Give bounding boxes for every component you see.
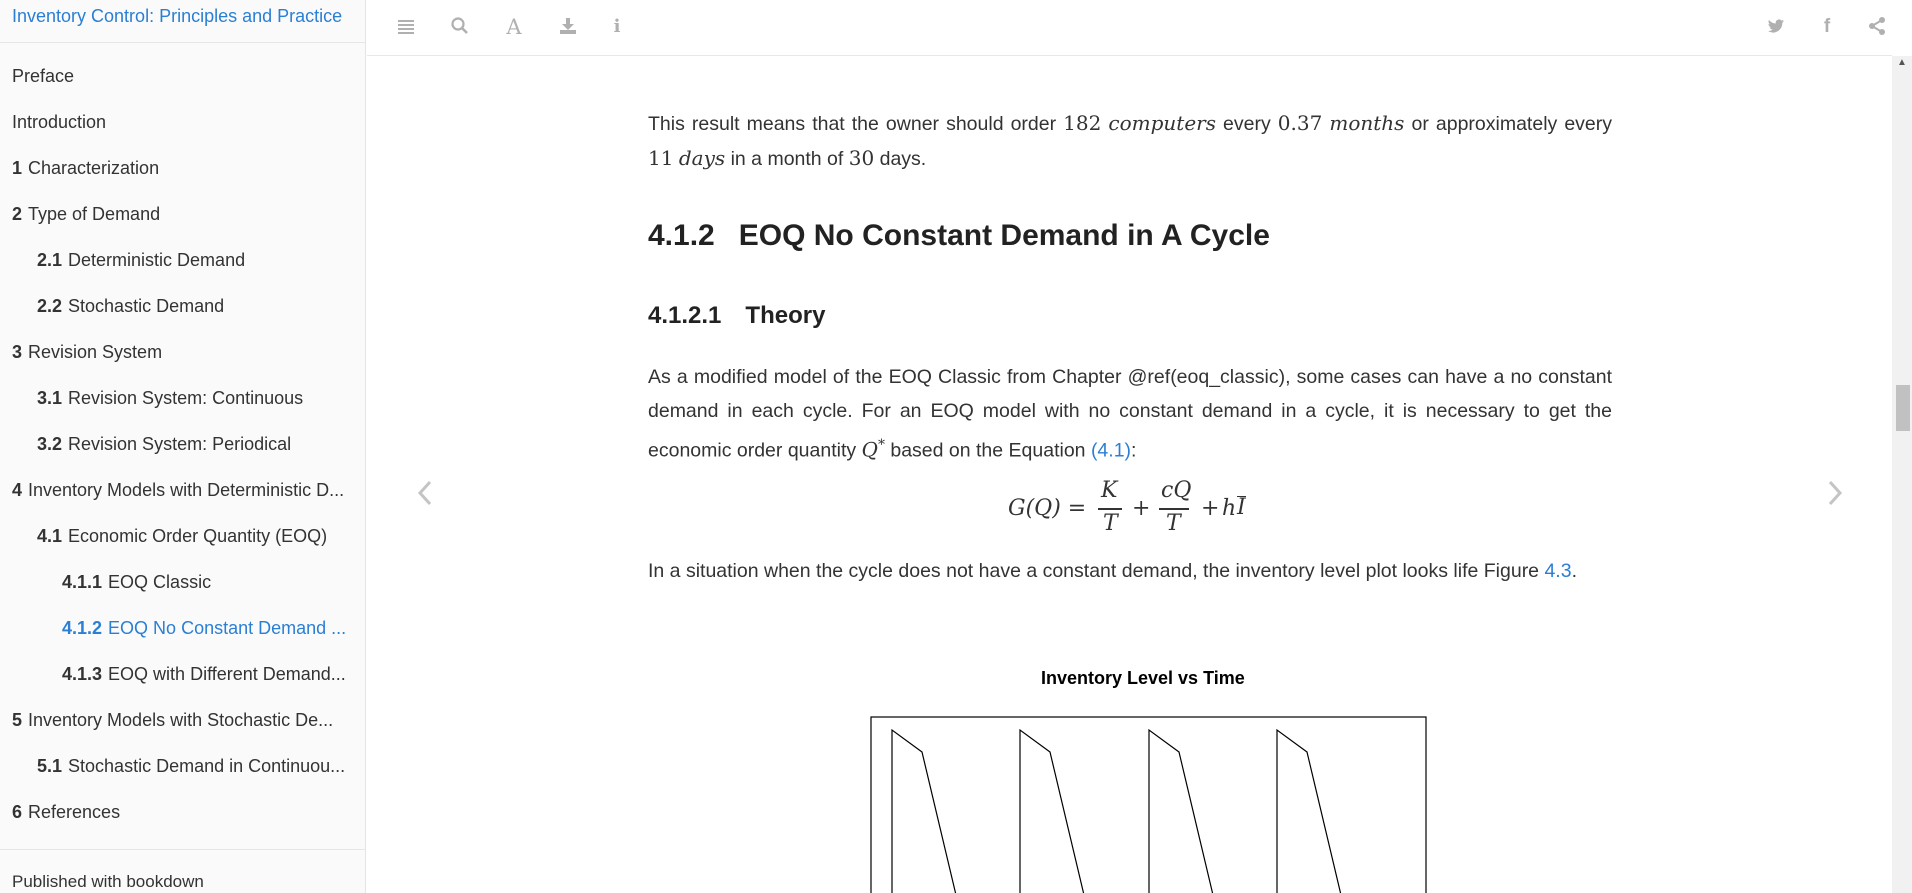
toc-item[interactable]	[0, 789, 365, 835]
toc-item-number: 3.1	[37, 388, 63, 408]
inventory-cycle-line	[892, 730, 956, 893]
toc-item-number: 4.1.3	[62, 664, 103, 684]
next-page-arrow[interactable]	[1820, 470, 1850, 516]
toc-item[interactable]	[0, 605, 365, 651]
toc-item-number: 4.1.1	[62, 572, 103, 592]
info-icon[interactable]: i	[613, 16, 621, 37]
book-toolbar	[367, 0, 1892, 56]
toc-item-number: 2.1	[37, 250, 63, 270]
menu-icon[interactable]	[395, 16, 417, 38]
average-inventory-i-bar: I	[1237, 495, 1246, 520]
fraction-bar	[1098, 508, 1122, 510]
scroll-up-arrow[interactable]: ▲	[1892, 56, 1912, 70]
toc-item[interactable]	[0, 375, 365, 421]
sidebar	[0, 0, 366, 893]
toc-item-label: EOQ Classic	[108, 572, 212, 592]
section-heading: 4.1.2 EOQ No Constant Demand in A Cycle	[648, 219, 1270, 252]
table-of-contents	[0, 43, 365, 835]
toc-item-number: 6	[12, 802, 23, 822]
toc-item[interactable]	[0, 53, 365, 99]
toc-item-label: Inventory Models with Stochastic De...	[28, 710, 334, 730]
toc-item-label: Introduction	[12, 112, 107, 132]
toc-item[interactable]	[0, 283, 365, 329]
previous-page-arrow[interactable]	[410, 470, 440, 516]
toc-item[interactable]	[0, 467, 365, 513]
book-title-link[interactable]: Inventory Control: Principles and Practice	[0, 0, 365, 43]
inventory-cycle-line	[1149, 730, 1213, 893]
toc-item-number: 5.1	[37, 756, 63, 776]
toc-item[interactable]	[0, 237, 365, 283]
plus-sign: +	[1132, 496, 1151, 521]
toc-item-number: 4.1	[37, 526, 63, 546]
toc-item[interactable]	[0, 191, 365, 237]
toc-item-number: 2	[12, 204, 23, 224]
scrollbar-thumb[interactable]	[1896, 385, 1910, 431]
toc-item-label: EOQ with Different Demand...	[108, 664, 346, 684]
toc-item-label: Revision System: Periodical	[68, 434, 292, 454]
cost-equation	[1008, 478, 1268, 538]
fraction-t-denominator: T	[1103, 511, 1118, 536]
twitter-icon[interactable]	[1765, 16, 1787, 38]
toc-item-label: Stochastic Demand	[68, 296, 225, 316]
toc-item-label: Revision System	[28, 342, 163, 362]
share-icon[interactable]	[1866, 16, 1888, 38]
inventory-cycle-line	[1020, 730, 1084, 893]
scrollbar-track[interactable]	[1892, 56, 1912, 893]
font-icon[interactable]: A	[506, 15, 522, 39]
equation-reference-link[interactable]: (4.1)	[1090, 439, 1132, 462]
toc-item[interactable]	[0, 651, 365, 697]
figure-intro-paragraph: In a situation when the cycle does not have a constant demand, the inventory level plot looks life Figure 4.3.	[648, 560, 1577, 582]
chart-title: Inventory Level vs Time	[1041, 668, 1245, 688]
toc-item-number: 3	[12, 342, 23, 362]
toc-item-label: References	[28, 802, 121, 822]
toc-item[interactable]	[0, 513, 365, 559]
search-icon[interactable]	[449, 16, 471, 38]
fraction-bar	[1159, 508, 1189, 510]
toc-item-label: Stochastic Demand in Continuou...	[68, 756, 346, 776]
toc-item-label: Type of Demand	[28, 204, 161, 224]
holding-cost-h: h	[1222, 496, 1237, 521]
toc-item[interactable]	[0, 559, 365, 605]
figure-reference-link[interactable]: 4.3	[1544, 560, 1572, 582]
result-paragraph: This result means that the owner should order 182 computers every 0.37 months or approximately every 11 days in a month of 30 days.	[648, 111, 1613, 170]
toc-item-number: 2.2	[37, 296, 63, 316]
published-with-bookdown[interactable]: Published with bookdown	[0, 849, 366, 892]
toc-item-number: 4	[12, 480, 23, 500]
toc-item[interactable]	[0, 329, 365, 375]
toc-item[interactable]	[0, 697, 365, 743]
toc-item-label: Economic Order Quantity (EOQ)	[68, 526, 328, 546]
equation-lhs: G(Q) =	[1008, 496, 1087, 521]
toc-item[interactable]	[0, 99, 365, 145]
toc-item-label: EOQ No Constant Demand ...	[108, 618, 347, 638]
toc-item-label: Revision System: Continuous	[68, 388, 304, 408]
toc-item[interactable]	[0, 421, 365, 467]
toc-item-label: Inventory Models with Deterministic D...	[28, 480, 345, 500]
toc-item-label: Characterization	[28, 158, 160, 178]
toc-item-number: 3.2	[37, 434, 63, 454]
facebook-icon[interactable]: f	[1823, 16, 1831, 37]
fraction-cq-numerator: cQ	[1161, 478, 1192, 503]
inventory-level-chart	[760, 700, 1480, 893]
toc-item-number: 5	[12, 710, 23, 730]
toc-item-number: 1	[12, 158, 23, 178]
toc-item[interactable]	[0, 743, 365, 789]
toc-item[interactable]	[0, 145, 365, 191]
download-icon[interactable]	[557, 16, 579, 38]
fraction-k-numerator: K	[1101, 478, 1118, 503]
fraction-t-denominator: T	[1166, 511, 1181, 536]
subsection-heading: 4.1.2.1 Theory	[648, 302, 826, 329]
inventory-cycle-line	[1277, 730, 1341, 893]
toc-item-label: Deterministic Demand	[68, 250, 246, 270]
theory-paragraph: As a modified model of the EOQ Classic from Chapter @ref(eoq_classic), some cases can have a no constant demand in each cycle. For an EOQ model with no constant demand in a cycle, it is necessary to get the economic order quantity Q* based on the Equation (4.1):	[648, 366, 1612, 462]
toc-item-number: 4.1.2	[62, 618, 103, 638]
plus-sign: +	[1201, 496, 1220, 521]
toc-item-label: Preface	[12, 66, 75, 86]
